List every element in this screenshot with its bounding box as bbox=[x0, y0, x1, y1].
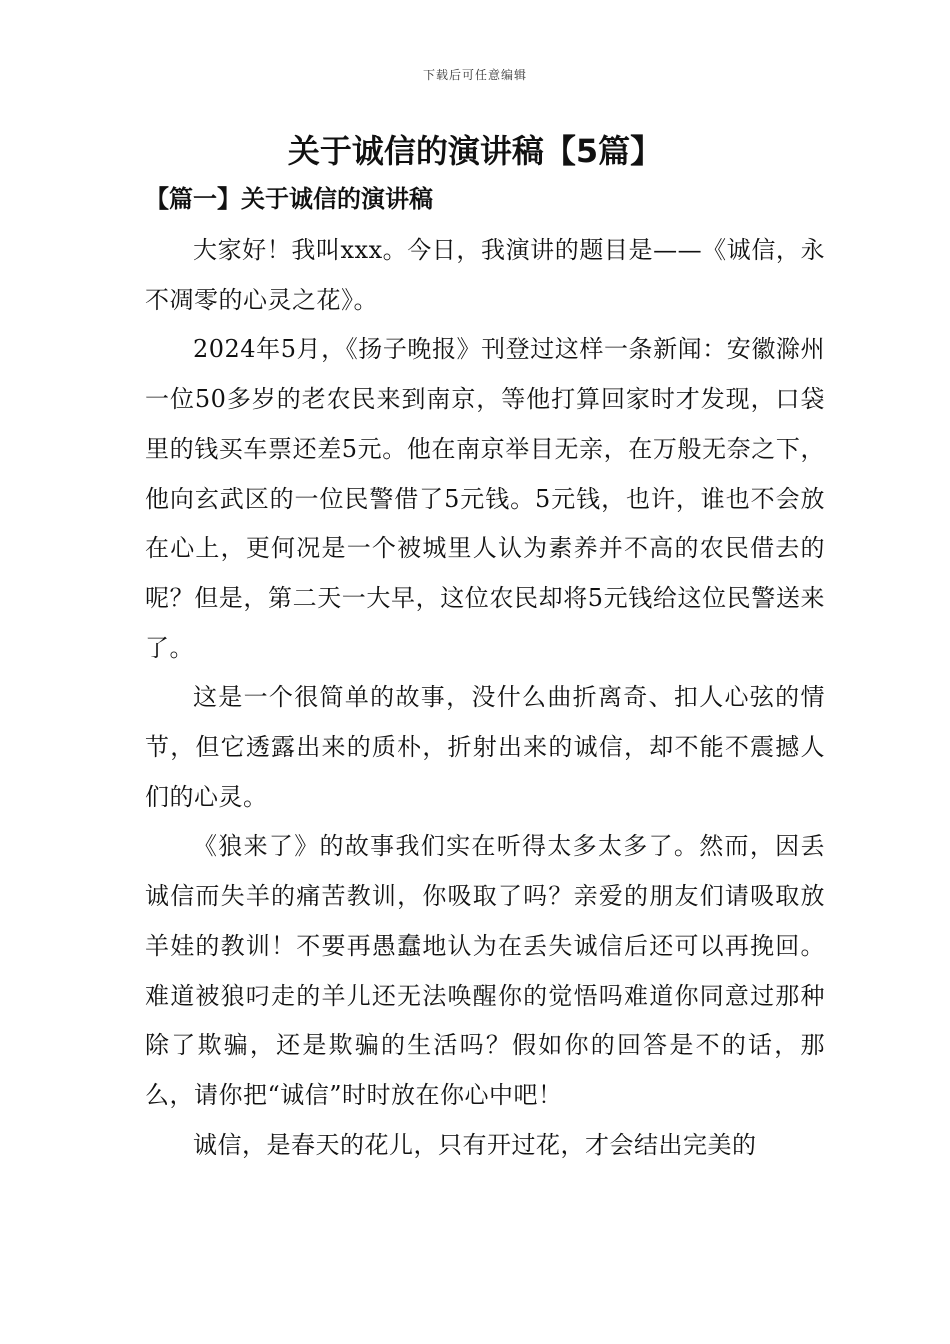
document-title: 关于诚信的演讲稿【5篇】 bbox=[287, 132, 663, 170]
section-heading: 【篇一】关于诚信的演讲稿 bbox=[145, 184, 433, 213]
paragraph-intro: 大家好！我叫xxx。今日，我演讲的题目是——《诚信，永不凋零的心灵之花》。 bbox=[145, 236, 825, 314]
paragraph-reflection: 这是一个很简单的故事，没什么曲折离奇、扣人心弦的情节，但它透露出来的质朴，折射出来的诚信，却不能不震撼人们的心灵。 bbox=[145, 683, 825, 811]
paragraph-flower: 诚信，是春天的花儿，只有开过花，才会结出完美的 bbox=[193, 1130, 757, 1159]
paragraph-news-story: 2024年5月，《扬子晚报》刊登过这样一条新闻：安徽滁州一位50多岁的老农民来到南京，等他打算回家时才发现，口袋里的钱买车票还差5元。他在南京举目无亲，在万般无奈之下，他向玄武区的一位民警借了5元钱。5元钱，也许，谁也不会放在心上，更何况是一个被城里人认为素养并不高的农民借去的呢？但是，第二天一大早，这位农民却将5元钱给这位民警送来了。 bbox=[145, 335, 825, 662]
paragraph-wolf-story: 《狼来了》的故事我们实在听得太多太多了。然而，因丢诚信而失羊的痛苦教训，你吸取了吗？亲爱的朋友们请吸取放羊娃的教训！不要再愚蠢地认为在丢失诚信后还可以再挽回。难道被狼叼走的羊儿还无法唤醒你的觉悟吗难道你同意过那种除了欺骗，还是欺骗的生活吗？假如你的回答是不的话，那么，请你把“诚信”时时放在你心中吧！ bbox=[145, 832, 825, 1109]
header-note: 下载后可任意编辑 bbox=[422, 68, 527, 82]
body-text bbox=[145, 226, 825, 1170]
